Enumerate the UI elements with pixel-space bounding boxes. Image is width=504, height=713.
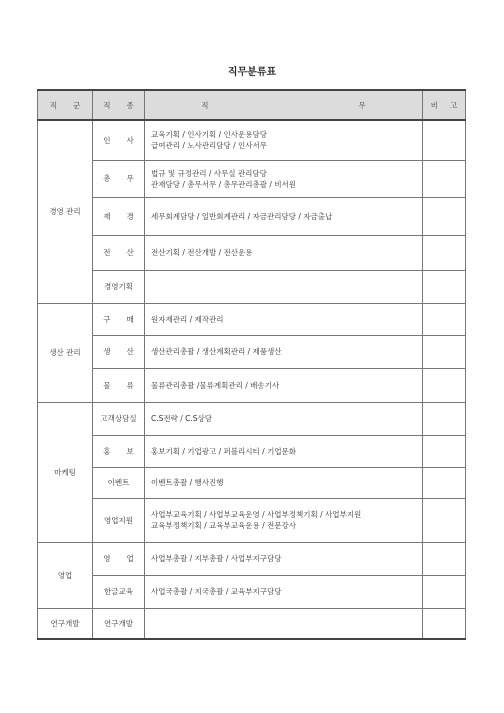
note-cell bbox=[423, 160, 466, 197]
duty-cell: 물류관리총괄 /물류계획관리 / 배송기사 bbox=[145, 368, 423, 402]
group-name: 마케팅 bbox=[38, 402, 93, 542]
note-cell bbox=[423, 303, 466, 335]
header-row bbox=[38, 90, 466, 120]
duty-cell: 사업국총괄 / 지국총괄 / 교육부지구담당 bbox=[145, 575, 423, 608]
note-cell bbox=[423, 608, 466, 639]
note-cell bbox=[423, 402, 466, 435]
header-group: 직 군 bbox=[38, 90, 93, 120]
note-cell bbox=[423, 235, 466, 270]
group-name: 생산 관리 bbox=[38, 303, 93, 402]
job-type: 재 경 bbox=[93, 197, 145, 235]
duty-cell bbox=[145, 608, 423, 639]
table-row bbox=[38, 542, 466, 575]
header-type: 직 종 bbox=[93, 90, 145, 120]
table-row bbox=[38, 368, 466, 402]
note-cell bbox=[423, 197, 466, 235]
note-cell bbox=[423, 542, 466, 575]
job-type: 생 산 bbox=[93, 335, 145, 368]
duty-cell: 사업부총괄 / 지부총괄 / 사업부지구담당 bbox=[145, 542, 423, 575]
header-duty: 직 무 bbox=[145, 90, 423, 120]
duty-cell: 사업부교육기획 / 사업부교육운영 / 사업부정책기획 / 사업부지원 교육부정책기획 / 교육부교육운용 / 전문강사 bbox=[145, 498, 423, 542]
table-row bbox=[38, 498, 466, 542]
duty-cell: C.S전략 / C.S상담 bbox=[145, 402, 423, 435]
table-row bbox=[38, 575, 466, 608]
job-type: 인 사 bbox=[93, 120, 145, 160]
job-type: 영업지원 bbox=[93, 498, 145, 542]
duty-cell: 생산관리총괄 / 생산계획관리 / 제품생산 bbox=[145, 335, 423, 368]
note-cell bbox=[423, 120, 466, 160]
table-row bbox=[38, 120, 466, 160]
duty-cell bbox=[145, 270, 423, 303]
note-cell bbox=[423, 467, 466, 498]
duty-cell: 원자재관리 / 제작관리 bbox=[145, 303, 423, 335]
group-name: 영업 bbox=[38, 542, 93, 608]
job-type: 구 매 bbox=[93, 303, 145, 335]
group-name: 경영 관리 bbox=[38, 120, 93, 303]
duty-cell: 법규 및 규정관리 / 사무실 관리담당 관재담당 / 총무서무 / 총무관리총괄 / 비서원 bbox=[145, 160, 423, 197]
note-cell bbox=[423, 435, 466, 467]
job-type: 연구개발 bbox=[93, 608, 145, 639]
table-row bbox=[38, 335, 466, 368]
job-type: 홍 보 bbox=[93, 435, 145, 467]
duty-cell: 전산기획 / 전산개발 / 전산운용 bbox=[145, 235, 423, 270]
note-cell bbox=[423, 498, 466, 542]
group-name: 연구개발 bbox=[38, 608, 93, 639]
table-row bbox=[38, 467, 466, 498]
duty-cell: 이벤트총괄 / 행사진행 bbox=[145, 467, 423, 498]
table-row bbox=[38, 235, 466, 270]
note-cell bbox=[423, 270, 466, 303]
job-classification-table bbox=[37, 89, 466, 640]
page-title: 직무분류표 bbox=[227, 67, 277, 78]
duty-cell: 교육기획 / 인사기획 / 인사운용담당 급여관리 / 노사관리담당 / 인사서무 bbox=[145, 120, 423, 160]
table-row bbox=[38, 270, 466, 303]
job-type: 영 업 bbox=[93, 542, 145, 575]
note-cell bbox=[423, 368, 466, 402]
header-note: 비 고 bbox=[423, 90, 466, 120]
duty-cell: 세무회계담당 / 일반회계관리 / 자금관리담당 / 자금출납 bbox=[145, 197, 423, 235]
table-row bbox=[38, 402, 466, 435]
job-type: 경영기획 bbox=[93, 270, 145, 303]
table-row bbox=[38, 435, 466, 467]
table-row bbox=[38, 608, 466, 639]
table-row bbox=[38, 303, 466, 335]
note-cell bbox=[423, 575, 466, 608]
table-row bbox=[38, 197, 466, 235]
duty-cell: 홍보기획 / 기업광고 / 퍼블리시티 / 기업문화 bbox=[145, 435, 423, 467]
job-type: 한글교육 bbox=[93, 575, 145, 608]
job-type: 이벤트 bbox=[93, 467, 145, 498]
job-type: 전 산 bbox=[93, 235, 145, 270]
job-type: 고객상담실 bbox=[93, 402, 145, 435]
table-row bbox=[38, 160, 466, 197]
job-type: 물 류 bbox=[93, 368, 145, 402]
job-type: 총 무 bbox=[93, 160, 145, 197]
note-cell bbox=[423, 335, 466, 368]
